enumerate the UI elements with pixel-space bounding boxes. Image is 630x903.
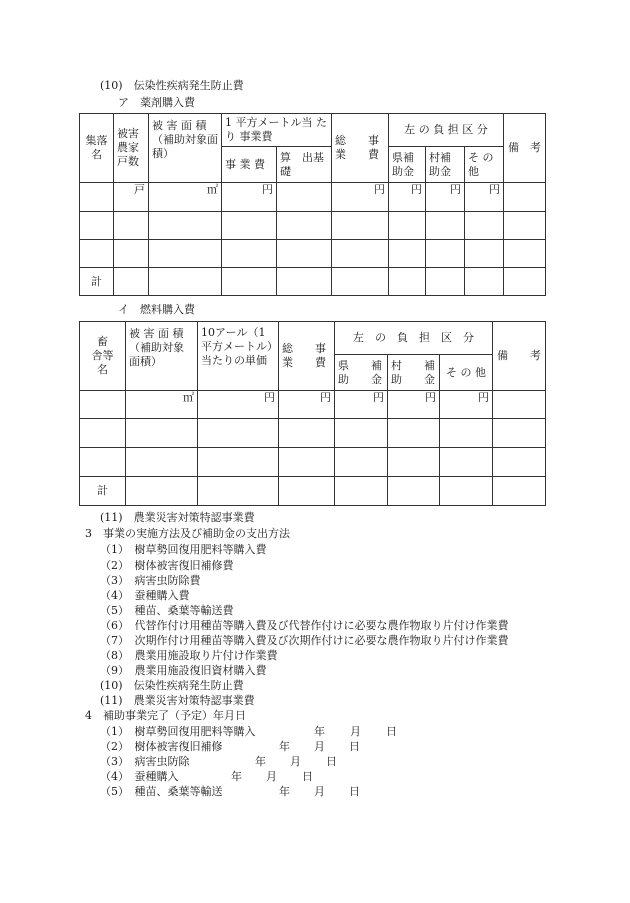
list-item: （2） 樹体被害復旧補修費 (100, 559, 234, 572)
header-burden: 左 の 負 担 区 分 (389, 114, 504, 147)
list-item: （9） 農業用施設復旧資材購入費 (100, 664, 267, 677)
header-unit-price: 10アール（1平方メートル）当たりの単価 (198, 322, 279, 391)
total-label: 計 (80, 477, 126, 506)
completion-year: 年 (231, 770, 242, 783)
section-3-title: 3 事業の実施方法及び補助金の支出方法 (85, 527, 290, 540)
unit-yen: 円 (440, 391, 493, 419)
completion-month: 月 (290, 755, 301, 768)
table-row (80, 419, 546, 448)
header-other: そ の 他 (440, 355, 493, 391)
header-other: そ の他 (465, 147, 504, 183)
header-village: 集落名 (80, 114, 114, 183)
header-village-subsidy: 村 補助 金 (388, 355, 440, 391)
section-10-title: (10) 伝染性疾病発生防止費 (100, 79, 244, 92)
unit-yen: 円 (465, 183, 504, 212)
section-4-title: 4 補助事業完了（予定）年月日 (85, 709, 246, 722)
unit-area: ㎡ (149, 183, 222, 212)
list-item: （8） 農業用施設取り片付け作業費 (100, 649, 278, 662)
completion-day: 日 (349, 740, 360, 753)
list-item: (10) 伝染性疾病発生防止費 (100, 679, 244, 692)
total-row (80, 477, 546, 506)
unit-area: ㎡ (126, 391, 198, 419)
header-note: 備 考 (493, 322, 546, 391)
completion-year: 年 (279, 740, 290, 753)
header-pref-subsidy: 県補助金 (389, 147, 426, 183)
fuel-purchase-table (79, 321, 546, 506)
unit-yen: 円 (279, 391, 335, 419)
header-barn: 畜 舎等 名 (80, 322, 126, 391)
completion-year: 年 (255, 755, 266, 768)
list-item: （3） 病害虫防除費 (100, 574, 201, 587)
list-item: （7） 次期作付け用種苗等購入費及び次期作付けに必要な農作物取り片付け作業費 (100, 634, 509, 647)
completion-year: 年 (279, 785, 290, 798)
completion-month: 月 (350, 725, 361, 738)
unit-households: 戸 (114, 183, 149, 212)
table-row (80, 391, 546, 419)
total-label: 計 (80, 268, 114, 296)
completion-day: 日 (302, 770, 313, 783)
completion-day: 日 (326, 755, 337, 768)
unit-yen: 円 (198, 391, 279, 419)
completion-label: （4） 蚕種購入 (100, 770, 179, 783)
list-item: （6） 代替作付け用種苗等購入費及び代替作付けに必要な農作物取り片付け作業費 (100, 619, 509, 632)
header-households: 被害農家戸数 (114, 114, 149, 183)
table-row (80, 212, 546, 240)
header-damage-area: 被 害 面 積（補助対象面積） (126, 322, 198, 391)
header-damage-area: 被 害 面 積（補助対象面積） (149, 114, 222, 183)
unit-yen: 円 (426, 183, 465, 212)
header-village-subsidy: 村補助金 (426, 147, 465, 183)
unit-yen: 円 (388, 391, 440, 419)
completion-year: 年 (314, 725, 325, 738)
list-item: （5） 種苗、桑葉等輸送費 (100, 604, 234, 617)
header-total-cost: 総 事業 費 (279, 322, 335, 391)
subsection-a-title: ア 薬剤購入費 (118, 96, 195, 109)
completion-month: 月 (314, 785, 325, 798)
header-note: 備 考 (504, 114, 546, 183)
header-basis: 算 出基 礎 (277, 147, 332, 183)
header-total-cost: 総 事業 費 (332, 114, 389, 183)
table-row (80, 240, 546, 268)
unit-yen: 円 (335, 391, 388, 419)
completion-label: （5） 種苗、桑葉等輸送 (100, 785, 223, 798)
header-cost-per-m2: 1 平方メートル当 た り 事業費 (222, 114, 332, 147)
completion-label: （1） 樹草勢回復用肥料等購入 (100, 725, 256, 738)
unit-yen: 円 (222, 183, 277, 212)
completion-label: （2） 樹体被害復旧補修 (100, 740, 223, 753)
subsection-i-title: イ 燃料購入費 (118, 303, 195, 316)
completion-month: 月 (266, 770, 277, 783)
header-pref-subsidy: 県 補助 金 (335, 355, 388, 391)
completion-month: 月 (314, 740, 325, 753)
unit-yen: 円 (389, 183, 426, 212)
total-row (80, 268, 546, 296)
unit-yen: 円 (332, 183, 389, 212)
table-row (80, 183, 546, 212)
table-row (80, 448, 546, 477)
list-item: （1） 樹草勢回復用肥料等購入費 (100, 543, 267, 556)
header-project-cost: 事 業 費 (222, 147, 277, 183)
completion-label: （3） 病害虫防除 (100, 755, 190, 768)
section-11-title: (11) 農業災害対策特認事業費 (100, 511, 255, 524)
list-item: （4） 蚕種購入費 (100, 589, 190, 602)
chemical-purchase-table (79, 113, 546, 296)
completion-day: 日 (349, 785, 360, 798)
header-burden: 左 の 負 担 区 分 (335, 322, 493, 355)
list-item: (11) 農業災害対策特認事業費 (100, 694, 255, 707)
completion-day: 日 (386, 725, 397, 738)
